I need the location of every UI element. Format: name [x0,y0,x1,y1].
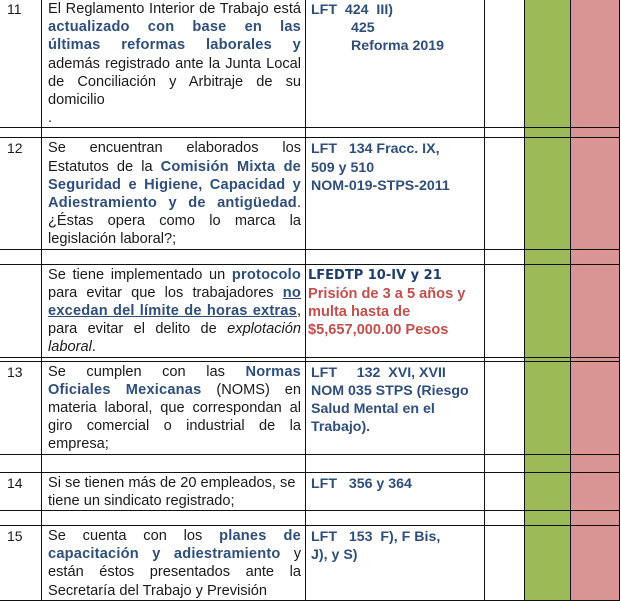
yes-cell[interactable] [525,264,571,357]
yes-cell[interactable] [525,526,571,601]
legal-reference [306,526,485,601]
spacer-row [0,511,620,526]
desc-italic: explotación laboral [48,321,301,356]
desc-text: para evitar que los trabajadores [48,284,283,301]
ref-line: LFT 153 F), F Bis, [311,529,441,546]
ref-line: LFT 134 Fracc. IX, [311,141,440,158]
table-row [0,264,620,357]
desc-text: Se cumplen con las [48,363,246,380]
blank-cell[interactable] [485,361,525,454]
desc-highlight-underlined: no excedan del límite de horas extras [48,284,301,320]
ref-line: J), y S) [311,547,358,564]
desc-text: . ¿Éstas opera como lo marca la legislación laboral?; [48,195,301,248]
desc-text: (NOMS) en materia laboral, que correspondan al giro comercial o industrial de la empresa; [48,381,301,453]
item-number: 14 [0,472,42,510]
blank-cell[interactable] [485,526,525,601]
desc-text: Se tiene implementado un [48,266,232,283]
item-description [42,361,306,454]
legal-reference [306,472,485,510]
ref-line: Reforma 2019 [351,38,445,55]
spacer-row [0,454,620,472]
table-row [0,138,620,249]
item-description [42,0,306,128]
spacer-row [0,128,620,138]
ref-line: LFT 424 III) [311,2,393,18]
desc-highlight: Comisión Mixta de Seguridad e Higiene, Capacidad y Adiestramiento y de antigüedad [48,158,301,212]
ref-line: 509 y 510 [311,159,375,176]
no-cell[interactable] [571,0,620,128]
blank-cell[interactable] [485,0,525,128]
item-description [42,264,306,357]
table-row [0,361,620,454]
penalty-text: Prisión de 3 a 5 años y multa hasta de $5,657,000.00 Pesos [308,285,466,339]
ref-line: LFEDTP 10-IV y 21 [308,267,442,283]
desc-highlight: planes de capacitación y adiestramiento [48,528,301,563]
no-cell[interactable] [571,361,620,454]
blank-cell[interactable] [485,138,525,249]
no-cell[interactable] [571,264,620,357]
spacer-row [0,249,620,264]
ref-line: NOM 035 STPS (Riesgo Salud Mental en el Trabajo). [311,382,469,436]
yes-cell[interactable] [525,138,571,249]
table-row [0,472,620,510]
table-row [0,526,620,601]
legal-reference [306,361,485,454]
desc-text: además registrado ante la Junta Local de Conciliación y Arbitraje de su domicilio [48,55,301,109]
desc-text: , para evitar el delito de [48,303,301,338]
desc-text: El Reglamento Interior de Trabajo está [48,1,301,17]
desc-highlight: protocolo [231,266,301,283]
legal-reference [306,0,485,128]
item-number: 13 [0,361,42,454]
no-cell[interactable] [571,472,620,510]
desc-text: Se cuenta con los [48,528,220,545]
blank-cell[interactable] [485,264,525,357]
no-cell[interactable] [571,138,620,249]
yes-cell[interactable] [525,0,571,128]
item-number: 11 [0,0,42,128]
table-row [0,0,620,128]
yes-cell[interactable] [525,361,571,454]
desc-highlight: actualizado con base en las últimas reformas laborales y [48,19,301,54]
desc-text: Si se tienen más de 20 empleados, se tiene un sindicato registrado; [48,474,296,509]
item-description [42,526,306,601]
ref-line: 425 [351,20,375,37]
blank-cell[interactable] [485,472,525,510]
item-description [42,138,306,249]
desc-text: . [91,339,96,356]
ref-line: LFT 356 y 364 [311,475,412,492]
legal-reference [306,264,485,357]
desc-text: . [48,110,53,127]
no-cell[interactable] [571,526,620,601]
item-number: 12 [0,138,42,249]
ref-line: NOM-019-STPS-2011 [311,177,450,194]
desc-text: y están éstos presentados ante la Secretaría del Trabajo y Previsión [48,546,301,599]
legal-reference [306,138,485,249]
ref-line: LFT 132 XVI, XVII [311,364,446,381]
desc-text: Se encuentran elaborados los Estatutos de la [48,140,301,175]
item-number [0,264,42,357]
item-number: 15 [0,526,42,601]
item-description [42,472,306,510]
yes-cell[interactable] [525,472,571,510]
desc-highlight: Normas Oficiales Mexicanas [48,363,301,398]
